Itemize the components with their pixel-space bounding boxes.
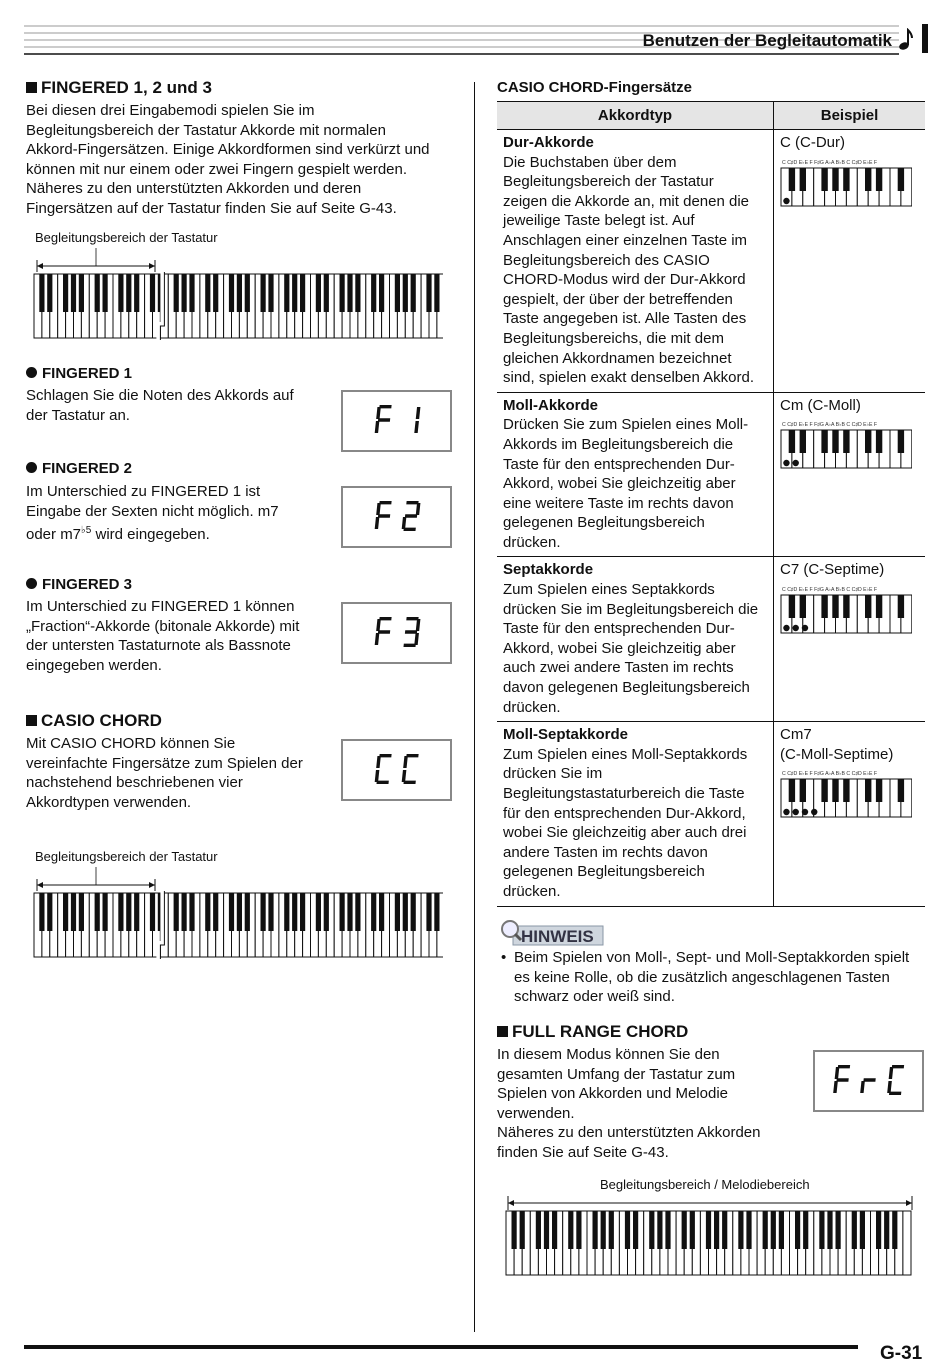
black-key — [714, 1211, 719, 1249]
black-key — [71, 274, 76, 312]
description-line: gleichen Akkordnamen bezeichnet — [503, 349, 732, 367]
description-line: Taste für den entsprechenden Dur- — [503, 455, 735, 473]
lcd-segment — [403, 781, 415, 784]
lcd-segment — [416, 503, 421, 515]
description-line: Taste angegeben ist. Alle Tasten des — [503, 310, 747, 328]
lcd-segment — [860, 1081, 865, 1093]
black-key — [47, 274, 52, 312]
black-key — [682, 1211, 687, 1249]
description-line: Begleitungstastaturbereich die Taste — [503, 785, 745, 802]
lcd-display-cc — [341, 739, 452, 801]
pressed-key-dot — [783, 197, 789, 203]
black-key — [434, 274, 439, 312]
black-key — [898, 168, 904, 191]
black-key — [182, 893, 187, 931]
lcd-segment — [406, 501, 418, 504]
black-key — [268, 274, 273, 312]
black-key — [803, 1211, 808, 1249]
black-key — [205, 893, 210, 931]
header-bar-mark — [922, 24, 928, 53]
pressed-key-dot — [783, 809, 789, 815]
black-key — [800, 430, 806, 453]
lcd-segment — [414, 633, 419, 645]
lcd-segment — [376, 781, 388, 784]
full-range-chord-text: In diesem Modus können Sie den gesamten Umfang der Tastatur zum Spielen von Akkorden und Melodie verwenden. Näheres zu den unterstützten Akkorden finden Sie auf Seite G-43. — [497, 1046, 761, 1161]
example-cell — [774, 557, 926, 722]
black-key — [284, 893, 289, 931]
black-key — [876, 1211, 881, 1249]
black-key — [609, 1211, 614, 1249]
pressed-key-dot — [802, 809, 808, 815]
lcd-segment — [379, 405, 391, 408]
black-key — [779, 1211, 784, 1249]
black-key — [340, 893, 345, 931]
description-line: davon gelegenen Begleitungsbereich — [503, 679, 750, 697]
black-key — [292, 893, 297, 931]
lcd-segment — [416, 619, 421, 631]
description-line: Die Buchstaben über dem — [503, 153, 677, 171]
description-line: gelegenen Begleitungsbereich — [503, 514, 705, 532]
lcd-segment — [375, 633, 380, 645]
mini-key-labels: C C♯D E♭E F F♯G A♭A B♭B C C♯D E♭E F — [782, 159, 878, 166]
lcd-display-frc — [813, 1050, 924, 1112]
black-key — [237, 274, 242, 312]
black-key — [39, 274, 44, 312]
black-key — [601, 1211, 606, 1249]
fingered2-heading: FINGERED 2 — [26, 460, 132, 477]
lcd-segment — [379, 501, 391, 504]
description-line: Drücken Sie zum Spielen eines Moll- — [503, 416, 749, 434]
chord-type-cell — [497, 130, 774, 393]
description-line: drücken. — [503, 698, 561, 716]
black-key — [832, 779, 838, 802]
lcd-segment — [889, 1092, 901, 1095]
black-key — [324, 893, 329, 931]
black-key — [205, 274, 210, 312]
example-cell — [774, 130, 926, 393]
mini-key-labels: C C♯D E♭E F F♯G A♭A B♭B C C♯D E♭E F — [782, 422, 878, 429]
casio-chord-text: Mit CASIO CHORD können Sie vereinfachte Fingersätze zum Spielen der nachstehend beschriebenen vier Akkordtypen verwenden. — [26, 735, 303, 811]
description-line: Begleitungsbereichs, die mit dem — [503, 329, 724, 347]
black-key — [63, 274, 68, 312]
lcd-segment — [376, 619, 381, 631]
section-heading-fingered: FINGERED 1, 2 und 3 — [26, 78, 212, 98]
chord-type-title: Septakkorde — [503, 561, 594, 579]
bullet: • — [501, 949, 507, 966]
keyboard-caption: Begleitungsbereich der Tastatur — [35, 230, 218, 245]
description-line: jeweilige Taste belegt ist. Auf — [503, 212, 695, 230]
description-line: Begleitungsbereich des CASIO — [503, 251, 710, 269]
pressed-key-dot — [793, 809, 799, 815]
footer-rule — [24, 1345, 858, 1349]
black-key — [789, 430, 795, 453]
fingered-intro-text: Bei diesen drei Eingabemodi spielen Sie im Begleitungsbereich der Tastatur Akkorde mit normalen Akkord-Fingersätzen. Einige Akkordformen sind verkürzt und können mit nur einem oder zwei Fingern gespielt werden. Näheres zu den unterstützten Akkorden und deren Fingersätzen auf der Tastatur finden Sie auf Seite G-43. — [26, 102, 430, 217]
black-key — [118, 893, 123, 931]
description-line: drücken Sie im — [503, 765, 603, 783]
description-line: drücken. — [503, 533, 561, 551]
black-key — [371, 893, 376, 931]
fingered2-text: Im Unterschied zu FINGERED 1 ist Eingabe der Sexten nicht möglich. m7 oder $m7^{♭5}$ wird eingegeben. — [26, 483, 279, 544]
black-key — [884, 1211, 889, 1249]
section-heading-casio-chord: CASIO CHORD — [26, 711, 162, 731]
black-key — [355, 274, 360, 312]
black-key — [347, 893, 352, 931]
svg-text:HINWEIS: HINWEIS — [521, 927, 594, 946]
black-key — [552, 1211, 557, 1249]
black-key — [379, 274, 384, 312]
black-key — [134, 274, 139, 312]
lcd-segment — [376, 756, 381, 768]
black-key — [47, 893, 52, 931]
black-key — [245, 274, 250, 312]
lcd-segment — [402, 517, 407, 529]
black-key — [237, 893, 242, 931]
chord-type-title: Dur-Akkorde — [503, 134, 594, 151]
mini-key-labels: C C♯D E♭E F F♯G A♭A B♭B C C♯D E♭E F — [782, 587, 878, 594]
black-key — [800, 168, 806, 191]
black-key — [174, 893, 179, 931]
mini-key-labels: C C♯D E♭E F F♯G A♭A B♭B C C♯D E♭E F — [782, 771, 878, 778]
black-key — [821, 595, 827, 618]
mini-keyboard-diagram — [780, 157, 912, 207]
black-key — [150, 893, 155, 931]
black-key — [520, 1211, 525, 1249]
description-line: eine weitere Taste im rechts davon — [503, 494, 734, 512]
lcd-segment — [376, 503, 381, 515]
black-key — [789, 779, 795, 802]
black-key — [79, 274, 84, 312]
description-line: Akkord, wobei Sie gleichzeitig aber — [503, 475, 736, 493]
mini-keyboard-diagram — [780, 584, 912, 634]
lcd-segment — [405, 630, 417, 633]
keyboard-diagram-full-range — [505, 1193, 915, 1277]
black-key — [665, 1211, 670, 1249]
lcd-segment — [833, 1081, 838, 1093]
black-key — [876, 779, 882, 802]
black-key — [189, 274, 194, 312]
black-key — [189, 893, 194, 931]
description-line: Anschlagen einer einzelnen Taste im — [503, 231, 748, 249]
chord-type-cell — [497, 722, 774, 906]
mini-keyboard-diagram — [780, 419, 912, 469]
black-key — [411, 274, 416, 312]
black-key — [625, 1211, 630, 1249]
black-key — [340, 274, 345, 312]
black-key — [536, 1211, 541, 1249]
fingering-table — [497, 101, 925, 907]
black-key — [134, 893, 139, 931]
table-title: CASIO CHORD-Fingersätze — [497, 79, 693, 96]
black-key — [771, 1211, 776, 1249]
black-key — [593, 1211, 598, 1249]
black-key — [865, 779, 871, 802]
example-cell — [774, 722, 926, 906]
black-key — [118, 274, 123, 312]
black-key — [316, 893, 321, 931]
description-line: andere Tasten im rechts davon — [503, 843, 708, 861]
black-key — [819, 1211, 824, 1249]
black-key — [316, 274, 321, 312]
black-key — [898, 595, 904, 618]
mini-keyboard-diagram — [780, 768, 912, 818]
lcd-segment — [836, 1078, 848, 1081]
black-key — [39, 893, 44, 931]
black-key — [71, 893, 76, 931]
lcd-segment — [838, 1065, 850, 1068]
lcd-segment — [378, 514, 390, 517]
chord-type-title: Moll-Septakkorde — [503, 726, 629, 744]
description-line: Begleitungsbereich der Tastatur — [503, 173, 714, 191]
black-key — [865, 430, 871, 453]
lcd-display-f1 — [341, 390, 452, 452]
hinweis-note: • Beim Spielen von Moll-, Sept- und Moll-Septakkorden spielt es keine Rolle, ob die zusätzlich angeschlagenen Tasten schwarz oder weiß sind. — [501, 949, 910, 1006]
fingered1-text: Schlagen Sie die Noten des Akkords auf der Tastatur an. — [26, 387, 294, 424]
example-label: C (C-Dur) — [780, 134, 845, 151]
description-line: Zum Spielen eines Septakkords — [503, 581, 715, 599]
black-key — [576, 1211, 581, 1249]
black-key — [865, 168, 871, 191]
black-key — [284, 274, 289, 312]
black-key — [843, 779, 849, 802]
table-header-akkordtyp: Akkordtyp — [497, 102, 774, 130]
black-key — [738, 1211, 743, 1249]
black-key — [789, 168, 795, 191]
black-key — [245, 893, 250, 931]
description-line: Akkord, wobei Sie gleichzeitig aber — [503, 639, 736, 657]
music-note-icon — [898, 28, 914, 52]
lcd-segment — [863, 1078, 875, 1081]
black-key — [426, 274, 431, 312]
black-key — [103, 274, 108, 312]
lcd-segment — [378, 418, 390, 421]
black-key — [95, 274, 100, 312]
black-key — [95, 893, 100, 931]
black-key — [426, 893, 431, 931]
lcd-segment — [835, 1067, 840, 1079]
example-cell — [774, 392, 926, 557]
section-heading-full-range-chord: FULL RANGE CHORD — [497, 1022, 688, 1042]
black-key — [403, 893, 408, 931]
black-key — [843, 430, 849, 453]
table-row — [497, 557, 925, 722]
example-label: Cm7 — [780, 726, 812, 744]
description-line: Zum Spielen eines Moll-Septakkords — [503, 745, 748, 763]
black-key — [292, 274, 297, 312]
pressed-key-dot — [793, 460, 799, 466]
description-line: wobei Sie gleichzeitig aber auch drei — [503, 824, 747, 842]
black-key — [347, 274, 352, 312]
black-key — [898, 779, 904, 802]
description-line: drücken Sie im Begleitungsbereich die — [503, 600, 759, 618]
description-line: gelegenen Begleitungsbereich — [503, 863, 705, 881]
black-key — [568, 1211, 573, 1249]
description-line: für den entsprechenden Dur-Akkord, — [503, 804, 746, 822]
lcd-segment — [403, 644, 415, 647]
pressed-key-dot — [783, 625, 789, 631]
black-key — [852, 1211, 857, 1249]
black-key — [800, 779, 806, 802]
black-key — [821, 779, 827, 802]
lcd-display-f2 — [341, 486, 452, 548]
black-key — [876, 430, 882, 453]
description-line: sind, spielen exakt denselben Akkord. — [503, 369, 754, 387]
black-key — [821, 430, 827, 453]
description-line: Akkords im Begleitungsbereich die — [503, 435, 734, 453]
black-key — [821, 168, 827, 191]
lcd-segment — [376, 407, 381, 419]
black-key — [150, 274, 155, 312]
black-key — [876, 595, 882, 618]
black-key — [832, 430, 838, 453]
pressed-key-dot — [793, 625, 799, 631]
black-key — [355, 893, 360, 931]
black-key — [843, 168, 849, 191]
black-key — [371, 274, 376, 312]
black-key — [434, 893, 439, 931]
fingered1-heading: FINGERED 1 — [26, 365, 132, 382]
lcd-segment — [416, 407, 421, 419]
black-key — [300, 274, 305, 312]
black-key — [182, 274, 187, 312]
lcd-segment — [403, 756, 408, 768]
lcd-display-f3 — [341, 602, 452, 664]
example-label: (C-Moll-Septime) — [780, 745, 894, 763]
black-key — [690, 1211, 695, 1249]
black-key — [229, 893, 234, 931]
black-key — [174, 274, 179, 312]
black-key — [706, 1211, 711, 1249]
table-row — [497, 392, 925, 557]
lcd-segment — [378, 630, 390, 633]
black-key — [126, 274, 131, 312]
page-header-title: Benutzen der Begleitautomatik — [642, 31, 892, 50]
chord-type-cell — [497, 557, 774, 722]
black-key — [836, 1211, 841, 1249]
white-key — [903, 1211, 911, 1275]
example-label: Cm (C-Moll) — [780, 396, 861, 414]
black-key — [860, 1211, 865, 1249]
keyboard-caption: Begleitungsbereich der Tastatur — [35, 849, 218, 864]
chord-type-title: Moll-Akkorde — [503, 396, 599, 414]
black-key — [261, 274, 266, 312]
lcd-segment — [379, 617, 391, 620]
table-row — [497, 722, 925, 906]
black-key — [324, 274, 329, 312]
black-key — [213, 274, 218, 312]
black-key — [395, 893, 400, 931]
lcd-segment — [379, 754, 391, 757]
pressed-key-dot — [802, 625, 808, 631]
black-key — [795, 1211, 800, 1249]
black-key — [79, 893, 84, 931]
pressed-key-dot — [811, 809, 817, 815]
black-key — [800, 595, 806, 618]
description-line: drücken. — [503, 882, 561, 900]
pressed-key-dot — [783, 460, 789, 466]
lcd-segment — [889, 1067, 894, 1079]
table-row — [497, 130, 925, 393]
black-key — [898, 430, 904, 453]
lcd-segment — [375, 770, 380, 782]
lcd-segment — [402, 770, 407, 782]
black-key — [832, 595, 838, 618]
black-key — [763, 1211, 768, 1249]
black-key — [832, 168, 838, 191]
black-key — [268, 893, 273, 931]
lcd-segment — [403, 528, 415, 531]
black-key — [843, 595, 849, 618]
table-header-beispiel: Beispiel — [774, 102, 926, 130]
fingered3-text: Im Unterschied zu FINGERED 1 können „Fraction“-Akkorde (bitonale Akkorde) mit der untersten Tastaturnote als Bassnote eingegeben werden. — [26, 598, 300, 674]
black-key — [229, 274, 234, 312]
description-line: auch zwei andere Tasten im rechts — [503, 659, 734, 677]
lcd-segment — [887, 1081, 892, 1093]
lcd-segment — [375, 421, 380, 433]
lcd-segment — [405, 514, 417, 517]
black-key — [892, 1211, 897, 1249]
description-line: gespielt, der über der betreffenden — [503, 290, 733, 308]
black-key — [63, 893, 68, 931]
example-label: C7 (C-Septime) — [780, 561, 885, 579]
keyboard-caption: Begleitungsbereich / Melodiebereich — [600, 1177, 810, 1192]
black-key — [300, 893, 305, 931]
black-key — [633, 1211, 638, 1249]
lcd-segment — [406, 617, 418, 620]
black-key — [657, 1211, 662, 1249]
chord-type-cell — [497, 392, 774, 557]
lcd-segment — [414, 421, 419, 433]
keyboard-diagram-accompaniment — [33, 248, 443, 340]
column-divider — [474, 82, 475, 1332]
black-key — [827, 1211, 832, 1249]
black-key — [876, 168, 882, 191]
hinweis-badge — [499, 918, 607, 948]
black-key — [512, 1211, 517, 1249]
black-key — [213, 893, 218, 931]
description-line: Taste für den entsprechenden Dur- — [503, 620, 735, 638]
black-key — [126, 893, 131, 931]
black-key — [261, 893, 266, 931]
black-key — [544, 1211, 549, 1249]
lcd-segment — [406, 754, 418, 757]
black-key — [649, 1211, 654, 1249]
lcd-segment — [375, 517, 380, 529]
black-key — [722, 1211, 727, 1249]
fingered3-heading: FINGERED 3 — [26, 576, 132, 593]
black-key — [746, 1211, 751, 1249]
description-line: CHORD-Modus wird der Dur-Akkord — [503, 271, 746, 289]
black-key — [103, 893, 108, 931]
black-key — [865, 595, 871, 618]
keyboard-diagram-accompaniment — [33, 867, 443, 959]
black-key — [379, 893, 384, 931]
lcd-segment — [892, 1065, 904, 1068]
description-line: zeigen die Akkorde an, mit denen die — [503, 192, 749, 210]
page-number: G-31 — [880, 1343, 923, 1364]
black-key — [789, 595, 795, 618]
black-key — [403, 274, 408, 312]
black-key — [411, 893, 416, 931]
black-key — [395, 274, 400, 312]
